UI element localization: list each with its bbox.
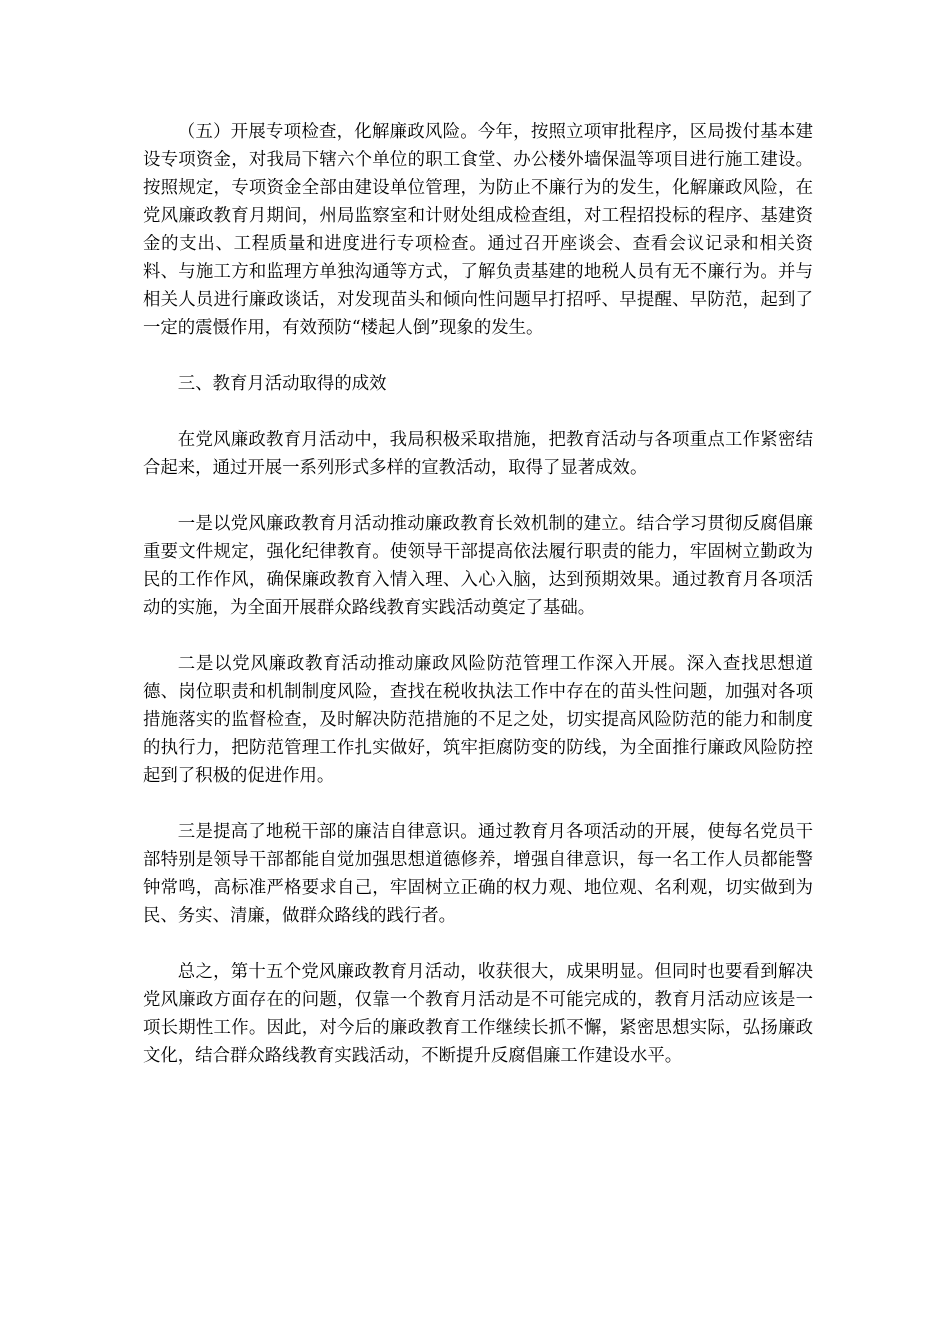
paragraph-achievements-intro: 在党风廉政教育月活动中，我局积极采取措施，把教育活动与各项重点工作紧密结合起来，通过开展一系列形式多样的宣教活动，取得了显著成效。 — [143, 430, 813, 478]
paragraph-achievement-one: 一是以党风廉政教育月活动推动廉政教育长效机制的建立。结合学习贯彻反腐倡廉重要文件规定，强化纪律教育。使领导干部提高依法履行职责的能力，牢固树立勤政为民的工作作风，确保廉政教育入情入理、入心入脑，达到预期效果。通过教育月各项活动的实施，为全面开展群众路线教育实践活动奠定了基础。 — [143, 514, 813, 618]
paragraph-special-inspection: （五）开展专项检查，化解廉政风险。今年，按照立项审批程序，区局拨付基本建设专项资金，对我局下辖六个单位的职工食堂、办公楼外墙保温等项目进行施工建设。按照规定，专项资金全部由建设单位管理，为防止不廉行为的发生，化解廉政风险，在党风廉政教育月期间，州局监察室和计财处组成检查组，对工程招投标的程序、基建资金的支出、工程质量和进度进行专项检查。通过召开座谈会、查看会议记录和相关资料、与施工方和监理方单独沟通等方式，了解负责基建的地税人员有无不廉行为。并与相关人员进行廉政谈话，对发现苗头和倾向性问题早打招呼、早提醒、早防范，起到了一定的震慑作用，有效预防“楼起人倒”现象的发生。 — [143, 122, 813, 338]
document-body — [143, 118, 813, 1098]
paragraph-conclusion: 总之，第十五个党风廉政教育月活动，收获很大，成果明显。但同时也要看到解决党风廉政方面存在的问题，仅靠一个教育月活动是不可能完成的，教育月活动应该是一项长期性工作。因此，对今后的廉政教育工作继续长抓不懈，紧密思想实际，弘扬廉政文化，结合群众路线教育实践活动，不断提升反腐倡廉工作建设水平。 — [143, 962, 813, 1066]
section-heading-achievements: 三、教育月活动取得的成效 — [177, 374, 387, 394]
paragraph-achievement-three: 三是提高了地税干部的廉洁自律意识。通过教育月各项活动的开展，使每名党员干部特别是领导干部都能自觉加强思想道德修养，增强自律意识，每一名工作人员都能警钟常鸣，高标准严格要求自己，牢固树立正确的权力观、地位观、名利观，切实做到为民、务实、清廉，做群众路线的践行者。 — [143, 822, 813, 926]
paragraph-achievement-two: 二是以党风廉政教育活动推动廉政风险防范管理工作深入开展。深入查找思想道德、岗位职责和机制制度风险，查找在税收执法工作中存在的苗头性问题，加强对各项措施落实的监督检查，及时解决防范措施的不足之处，切实提高风险防范的能力和制度的执行力，把防范管理工作扎实做好，筑牢拒腐防变的防线，为全面推行廉政风险防控起到了积极的促进作用。 — [143, 654, 813, 786]
